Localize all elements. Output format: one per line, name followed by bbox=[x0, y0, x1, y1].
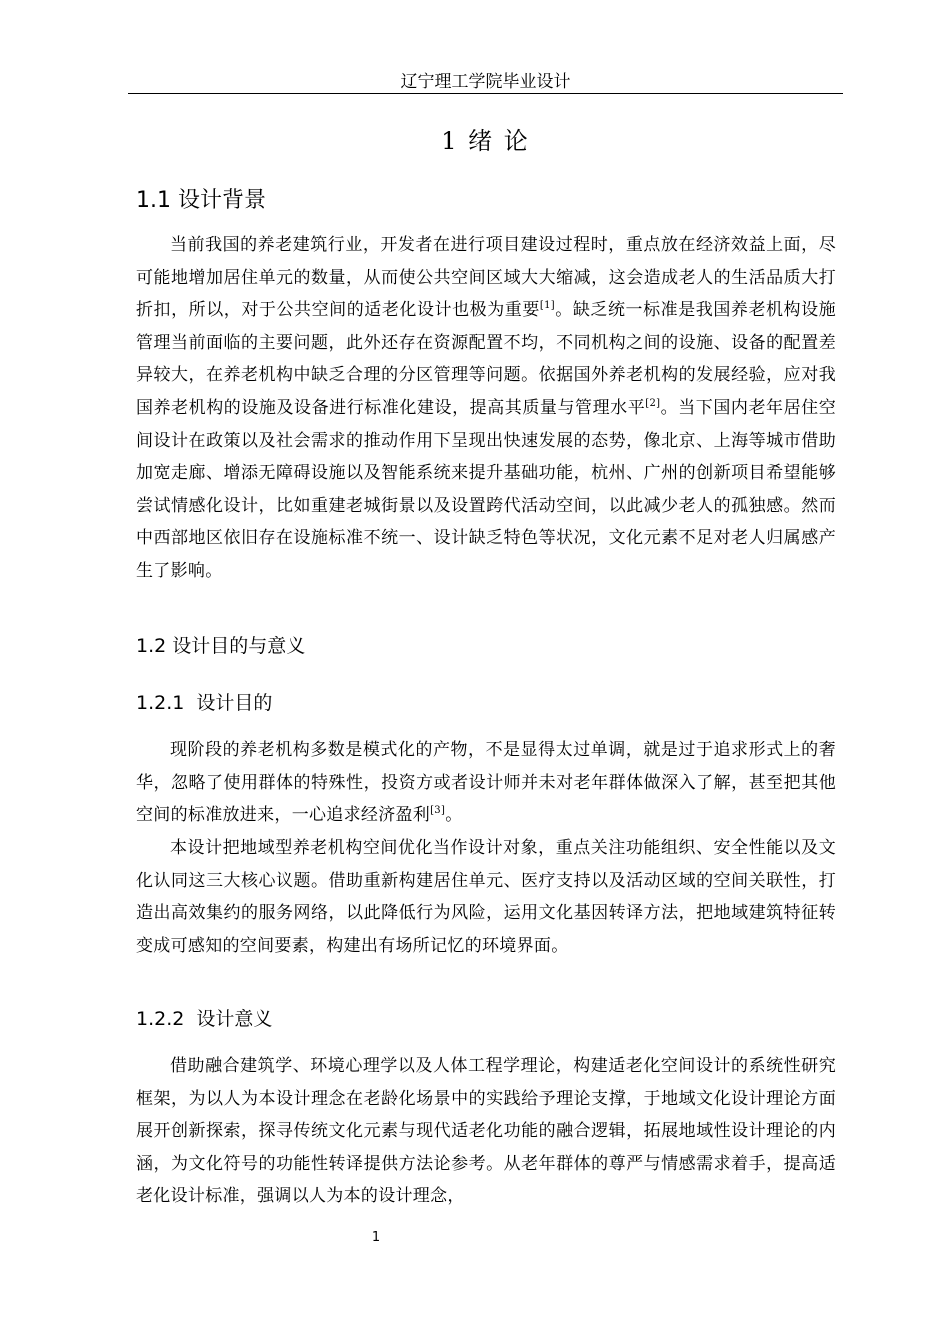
subsection-heading-1-2-2 bbox=[136, 1006, 272, 1032]
chapter-title: 1 绪 论 bbox=[441, 127, 530, 155]
citation-ref: [1] bbox=[539, 300, 555, 312]
citation-ref: [2] bbox=[645, 397, 661, 409]
paragraph-text: 当前我国的养老建筑行业，开发者在进行项目建设过程时，重点放在经济效益上面，尽可能地增加居住单元的数量，从而使公共空间区域大大缩减，这会造成老人的生活品质大打折扣，所以，对于公共空间的适老化设计也极为重要 bbox=[136, 235, 836, 321]
paragraph-design-object: 本设计把地域型养老机构空间优化当作设计对象，重点关注功能组织、安全性能以及文化认同这三大核心议题。借助重新构建居住单元、医疗支持以及活动区域的空间关联性，打造出高效集约的服务网络，以此降低行为风险，运用文化基因转译方法，把地域建筑特征转变成可感知的空间要素，构建出有场所记忆的环境界面。 bbox=[136, 838, 836, 956]
paragraph-purpose bbox=[136, 734, 836, 832]
header-rule bbox=[128, 93, 843, 94]
subsection-title: 设计目的 bbox=[196, 692, 273, 714]
citation-ref: [3] bbox=[430, 805, 446, 817]
subsection-number: 1.2.2 bbox=[136, 1008, 185, 1030]
running-header: 辽宁理工学院毕业设计 bbox=[400, 72, 571, 92]
paragraph-significance: 借助融合建筑学、环境心理学以及人体工程学理论，构建适老化空间设计的系统性研究框架，为以人为本设计理念在老龄化场景中的实践给予理论支撑，于地域文化设计理论方面展开创新探索，探寻传统文化元素与现代适老化功能的融合逻辑，拓展地域性设计理论的内涵，为文化符号的功能性转译提供方法论参考。从老年群体的尊严与情感需求着手，提高适老化设计标准，强调以人为本的设计理念， bbox=[136, 1056, 836, 1207]
subsection-number: 1.2.1 bbox=[136, 692, 185, 714]
paragraph-text: 。当下国内老年居住空间设计在政策以及社会需求的推动作用下呈现出快速发展的态势，像北京、上海等城市借助加宽走廊、增添无障碍设施以及智能系统来提升基础功能，杭州、广州的创新项目希望能够尝试情感化设计，比如重建老城街景以及设置跨代活动空间，以此减少老人的孤独感。然而中西部地区依旧存在设施标准不统一、设计缺乏特色等状况，文化元素不足对老人归属感产生了影响。 bbox=[136, 397, 836, 581]
section-heading-1-2: 1.2 设计目的与意义 bbox=[136, 635, 306, 657]
paragraph-text: 。 bbox=[445, 805, 463, 826]
page-number: 1 bbox=[371, 1230, 381, 1245]
subsection-title: 设计意义 bbox=[196, 1008, 273, 1030]
section-heading-1-1: 1.1 设计背景 bbox=[136, 188, 266, 213]
paragraph-text: 。缺乏统一标准是我国养老机构设施管理当前面临的主要问题，此外还存在资源配置不均，不同机构之间的设施、设备的配置差异较大，在养老机构中缺乏合理的分区管理等问题。依据国外养老机构的发展经验，应对我国养老机构的设施及设备进行标准化建设，提高其质量与管理水平 bbox=[136, 300, 836, 418]
paragraph-text: 现阶段的养老机构多数是模式化的产物，不是显得太过单调，就是过于追求形式上的奢华，忽略了使用群体的特殊性，投资方或者设计师并未对老年群体做深入了解，甚至把其他空间的标准放进来，一心追求经济盈利 bbox=[136, 740, 836, 826]
subsection-heading-1-2-1 bbox=[136, 690, 272, 716]
paragraph-background bbox=[136, 229, 836, 588]
